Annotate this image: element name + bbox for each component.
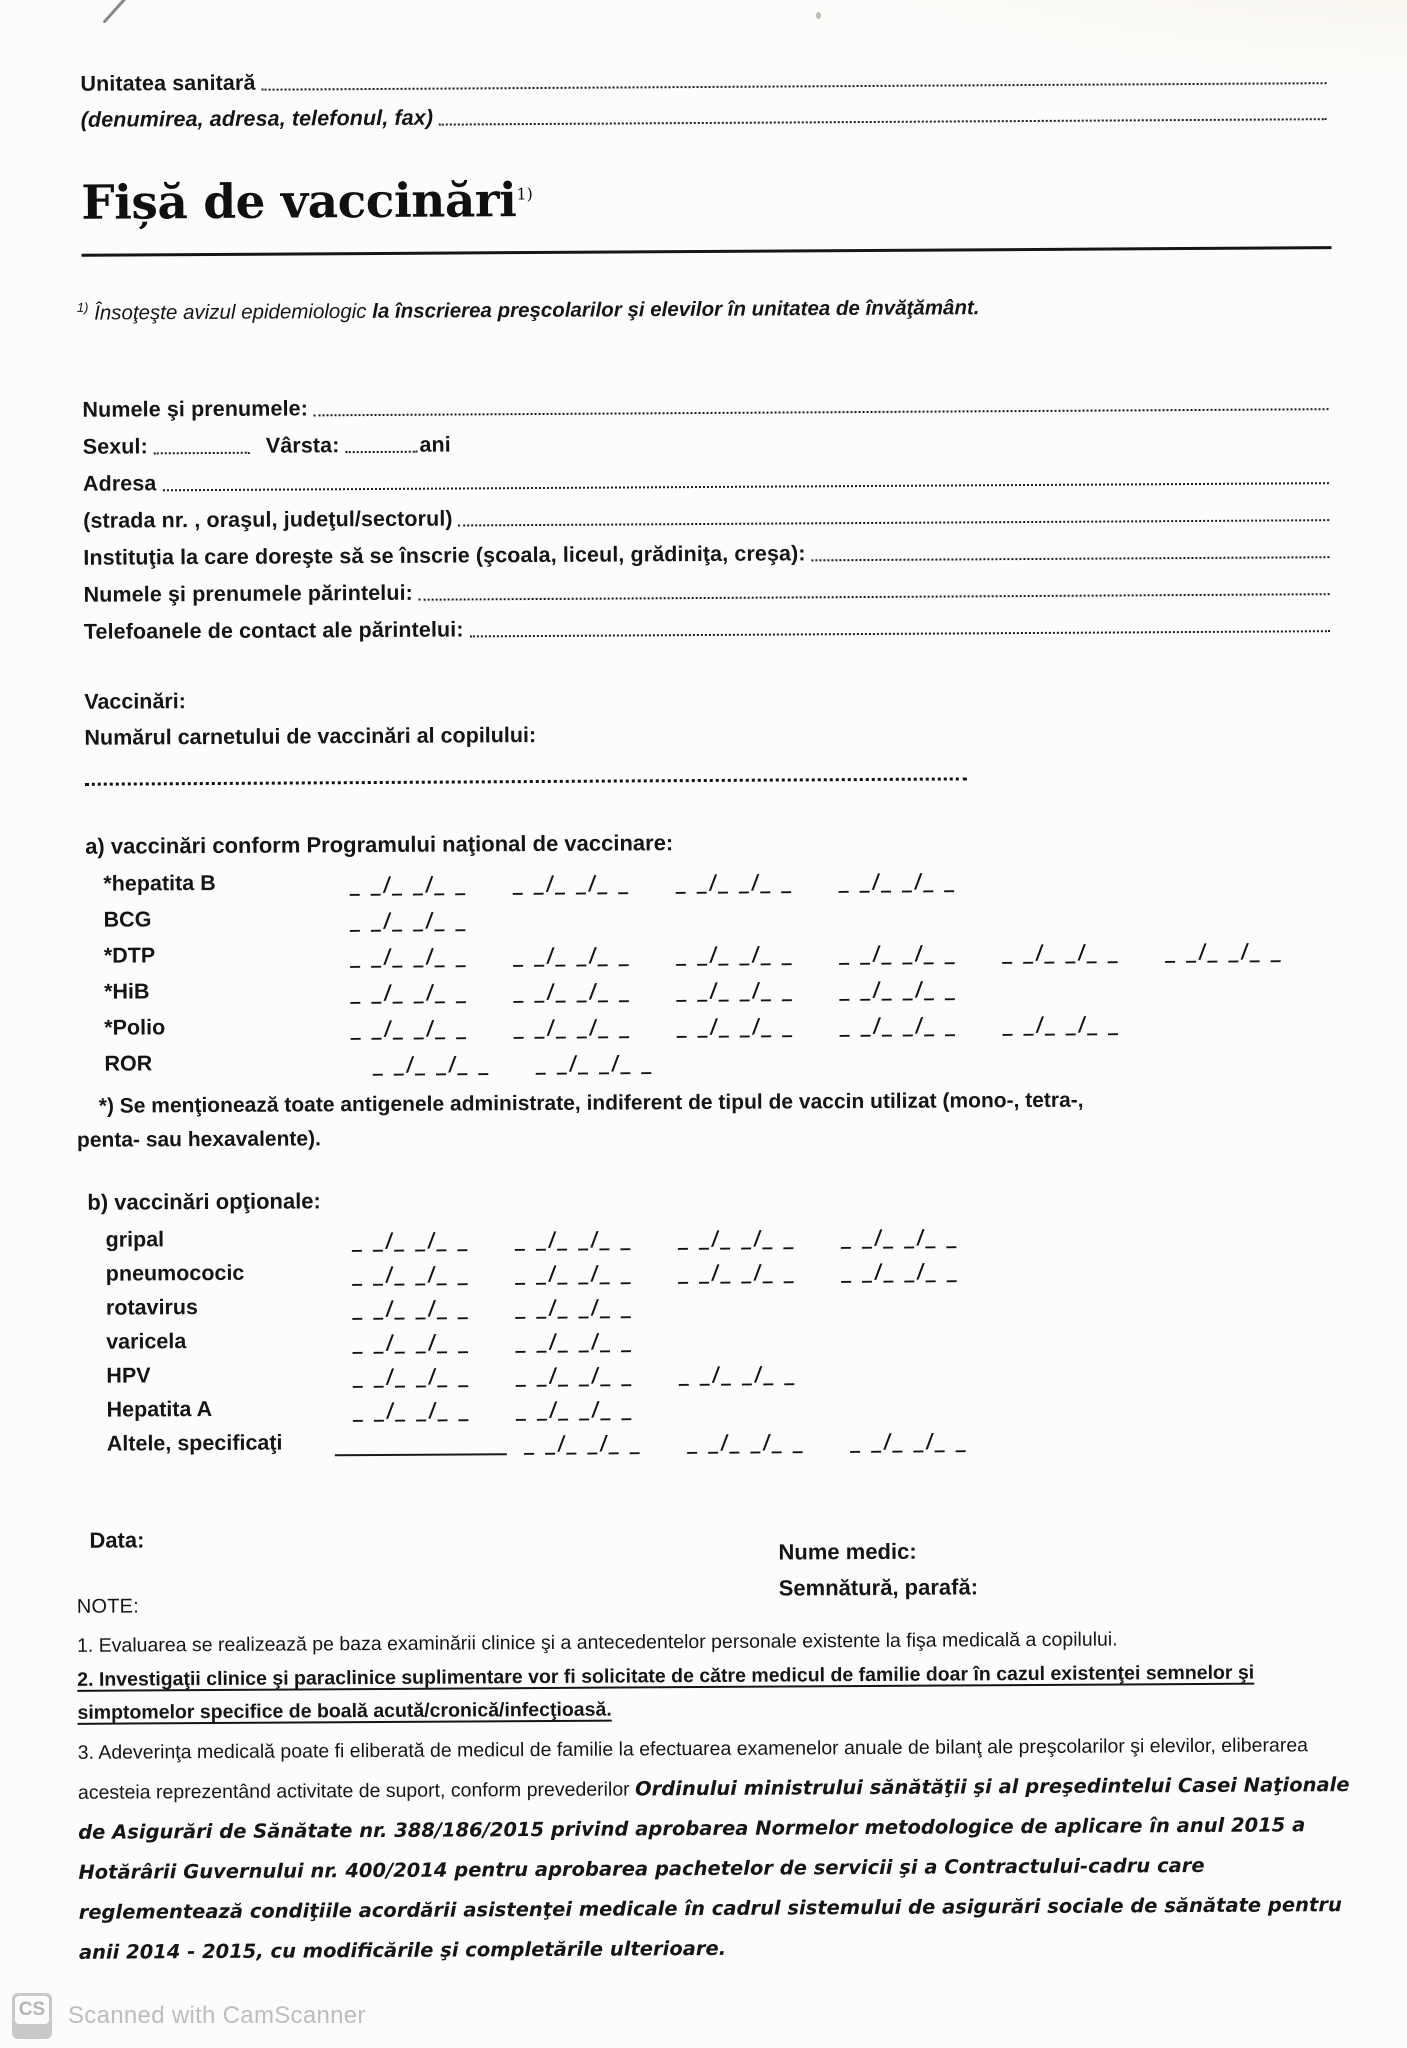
doctor-name-label: Nume medic: xyxy=(778,1538,917,1565)
vaccine-label: rotavirus xyxy=(105,1295,199,1320)
date-entry-slot: _ _/_ _/_ _ xyxy=(352,1329,472,1355)
date-entry-slot: _ _/_ _/_ _ xyxy=(535,1050,655,1076)
date-entry-slot: _ _/_ _/_ _ xyxy=(675,869,795,895)
title-rule xyxy=(82,246,1332,257)
vaccine-label: *hepatita B xyxy=(103,870,216,896)
note-3-legal-reference: Ordinului ministrului sănătăţii şi al preşedintelui Casei Naţionale de Asigurări de Sănătate nr. 388/186/2015 privind aprobarea Normelor metodologice de aplicare în anul 2015 a Hotărârii Guvernului nr. 400/2014 pentru aprobarea pachetelor de servicii şi a Contractului-cadru care reglementează condiţiile acordării asistenţei medicale în cadrul sistemului de asigurări sociale de sănătate pentru anii 2014 - 2015, cu modificările şi completările ulterioare. xyxy=(78,1773,1350,1964)
note-2 xyxy=(77,1656,1353,1730)
personal-fields xyxy=(82,378,1332,645)
date-slot-group xyxy=(353,1361,842,1388)
date-entry-slot: _ _/_ _/_ _ xyxy=(351,1227,471,1253)
date-entry-slot: _ _/_ _/_ _ xyxy=(515,1294,635,1320)
date-entry-slot: _ _/_ _/_ _ xyxy=(349,871,469,897)
vaccine-label: Hepatita A xyxy=(106,1397,213,1422)
date-entry-slot: _ _/_ _/_ _ xyxy=(512,870,632,896)
date-entry-slot: _ _/_ _/_ _ xyxy=(352,1261,472,1287)
sex-write-line xyxy=(154,451,250,455)
date-entry-slot: _ _/_ _/_ _ xyxy=(515,1396,635,1422)
vaccine-row xyxy=(86,1044,1366,1088)
camscanner-caption: Scanned with CamScanner xyxy=(68,2002,366,2029)
date-entry-slot: _ _/_ _/_ _ xyxy=(350,979,470,1005)
health-unit-label: Unitatea sanitară xyxy=(80,70,256,96)
date-entry-slot: _ _/_ _/_ _ xyxy=(1002,1011,1122,1037)
date-slot-group xyxy=(525,1428,1014,1455)
vaccine-label: pneumococic xyxy=(105,1260,245,1286)
date-entry-slot: _ _/_ _/_ _ xyxy=(372,1051,492,1077)
antigen-note xyxy=(77,1082,1357,1158)
parent-phone-label: Telefoanele de contact ale părintelui: xyxy=(83,617,464,644)
notes-heading: NOTE: xyxy=(76,1595,139,1618)
address-label: Adresa xyxy=(82,471,157,496)
date-slot-group xyxy=(352,1224,1004,1252)
date-entry-slot: _ _/_ _/_ _ xyxy=(678,1259,798,1285)
date-entry-slot: _ _/_ _/_ _ xyxy=(352,1363,472,1389)
date-slot-group xyxy=(353,1258,1005,1286)
date-entry-slot: _ _/_ _/_ _ xyxy=(513,942,633,968)
date-entry-slot: _ _/_ _/_ _ xyxy=(839,976,959,1002)
footnote-bold: la înscrierea preşcolarilor şi elevilor în unitatea de învăţământ. xyxy=(372,296,980,323)
footnote xyxy=(77,292,1347,326)
date-entry-slot: _ _/_ _/_ _ xyxy=(515,1260,635,1286)
date-entry-slot: _ _/_ _/_ _ xyxy=(687,1429,807,1455)
date-entry-slot: _ _/_ _/_ _ xyxy=(676,1013,796,1039)
page-title-text: Fișă de vaccinări xyxy=(81,173,517,231)
date-slot-group xyxy=(354,1396,680,1422)
parent-phone-row xyxy=(84,600,1332,645)
date-entry-slot: _ _/_ _/_ _ xyxy=(850,1428,970,1454)
camscanner-icon-text: CS xyxy=(15,1996,49,2024)
date-entry-slot: _ _/_ _/_ _ xyxy=(352,1295,472,1321)
date-entry-slot: _ _/_ _/_ _ xyxy=(840,1224,960,1250)
date-entry-slot: _ _/_ _/_ _ xyxy=(1165,938,1285,964)
address-detail-label: (strada nr. , oraşul, judeţul/sectorul) xyxy=(83,506,453,533)
health-unit-detail-row xyxy=(81,100,1329,133)
parent-name-label: Numele şi prenumele părintelui: xyxy=(83,580,413,607)
health-unit-row xyxy=(80,64,1328,97)
antigen-note-line2: penta- sau hexavalente). xyxy=(76,1127,321,1152)
sex-label: Sexul: xyxy=(82,434,148,459)
note-1: 1. Evaluarea se realizează pe baza examinării clinice şi a antecedentelor personale existente la fişa medicală a copilului. xyxy=(76,1628,1118,1657)
address-detail-write-line xyxy=(459,518,1330,526)
date-entry-slot: _ _/_ _/_ _ xyxy=(840,1258,961,1284)
date-entry-slot: _ _/_ _/_ _ xyxy=(349,907,469,933)
signature-stamp-label: Semnătură, parafă: xyxy=(778,1574,979,1601)
specify-write-line xyxy=(335,1453,507,1456)
date-slot-group xyxy=(353,1294,679,1320)
vaccine-label: BCG xyxy=(103,907,152,932)
date-entry-slot: _ _/_ _/_ _ xyxy=(350,943,470,969)
parent-phone-write-line xyxy=(470,629,1330,637)
vaccine-label: Altele, specificaţi xyxy=(106,1430,283,1456)
vaccine-label: ROR xyxy=(104,1051,153,1076)
optional-rows xyxy=(87,1220,1368,1466)
vaccine-label: *Polio xyxy=(104,1015,166,1040)
date-entry-slot: _ _/_ _/_ _ xyxy=(676,977,796,1003)
page-title-footnote-ref: 1) xyxy=(516,184,533,204)
date-entry-slot: _ _/_ _/_ _ xyxy=(514,1226,634,1252)
date-entry-slot: _ _/_ _/_ _ xyxy=(1002,939,1122,965)
date-entry-slot: _ _/_ _/_ _ xyxy=(515,1362,635,1388)
date-slot-group xyxy=(351,976,1003,1004)
health-unit-detail-label: (denumirea, adresa, telefonul, fax) xyxy=(80,105,434,132)
vaccinations-heading: Vaccinări: xyxy=(84,689,186,714)
child-name-label: Numele şi prenumele: xyxy=(82,396,308,422)
optional-section-heading: b) vaccinări opţionale: xyxy=(87,1188,321,1215)
vaccine-label: HPV xyxy=(106,1363,151,1388)
vaccine-label: varicela xyxy=(106,1329,187,1354)
date-entry-slot: _ _/_ _/_ _ xyxy=(839,1012,959,1038)
date-slot-group xyxy=(353,1328,679,1354)
date-entry-slot: _ _/_ _/_ _ xyxy=(513,1014,633,1040)
booklet-number-write-line xyxy=(85,776,967,785)
date-slot-group xyxy=(351,907,514,932)
camscanner-watermark xyxy=(12,1993,366,2039)
date-slot-group xyxy=(373,1050,699,1076)
vaccine-label: *HiB xyxy=(103,979,150,1004)
parent-name-write-line xyxy=(419,592,1330,601)
age-unit-label: ani xyxy=(419,432,451,457)
program-rows xyxy=(85,864,1366,1088)
vaccine-label: gripal xyxy=(105,1227,165,1252)
date-entry-slot: _ _/_ _/_ _ xyxy=(838,868,958,894)
date-entry-slot: _ _/_ _/_ _ xyxy=(515,1328,635,1354)
date-entry-slot: _ _/_ _/_ _ xyxy=(677,1225,797,1251)
footnote-marker: 1) xyxy=(76,299,89,315)
date-slot-group xyxy=(350,868,1002,896)
date-entry-slot: _ _/_ _/_ _ xyxy=(352,1397,472,1423)
child-name-write-line xyxy=(314,407,1329,416)
health-unit-write-line xyxy=(261,81,1326,91)
institution-label: Instituţia la care doreşte să se înscrie (şcoala, liceul, grădiniţa, creşa): xyxy=(83,541,806,570)
note-3 xyxy=(78,1726,1355,1973)
vaccine-row xyxy=(89,1424,1369,1466)
institution-write-line xyxy=(812,555,1330,561)
footnote-lead: Însoţeşte avizul epidemiologic xyxy=(94,299,373,325)
date-entry-slot: _ _/_ _/_ _ xyxy=(678,1361,798,1387)
date-label: Data: xyxy=(89,1527,145,1553)
note-2-lead: 2. Investigaţii clinice şi paraclinice suplimentare vor fi solicitate de către medicul de familie xyxy=(77,1663,926,1691)
age-write-line xyxy=(345,450,417,453)
booklet-number-label: Numărul carnetului de vaccinări al copilului: xyxy=(84,723,537,750)
date-slot-group xyxy=(351,1011,1166,1040)
date-entry-slot: _ _/_ _/_ _ xyxy=(524,1430,644,1456)
program-section-heading: a) vaccinări conform Programului naţional de vaccinare: xyxy=(85,830,674,859)
note-3-lead: 3. Adeverinţa medicală poate fi eliberată de medicul de familie la efectuarea examenelor anuale de bilanţ ale preşcolarilor şi elevilor, eliberarea acesteia reprezentând activitate de suport, conform prevederilor xyxy=(77,1734,1309,1804)
date-slot-group xyxy=(351,938,1329,968)
vaccine-label: *DTP xyxy=(103,943,156,968)
note-2-bold: doar în cazul existenţei semnelor şi simptomelor specifice de boală acută/cronică/infecţioasă. xyxy=(77,1661,1255,1724)
health-unit-detail-write-line xyxy=(439,117,1327,125)
page-title xyxy=(81,173,533,231)
date-entry-slot: _ _/_ _/_ _ xyxy=(839,940,959,966)
age-label: Vârsta: xyxy=(265,433,340,458)
camscanner-icon xyxy=(12,1993,52,2039)
date-entry-slot: _ _/_ _/_ _ xyxy=(513,978,633,1004)
date-entry-slot: _ _/_ _/_ _ xyxy=(350,1015,470,1041)
antigen-note-line1: *) Se menţionează toate antigenele administrate, indiferent de tipul de vaccin utilizat (mono-, tetra-, xyxy=(98,1088,1084,1118)
date-entry-slot: _ _/_ _/_ _ xyxy=(676,941,796,967)
